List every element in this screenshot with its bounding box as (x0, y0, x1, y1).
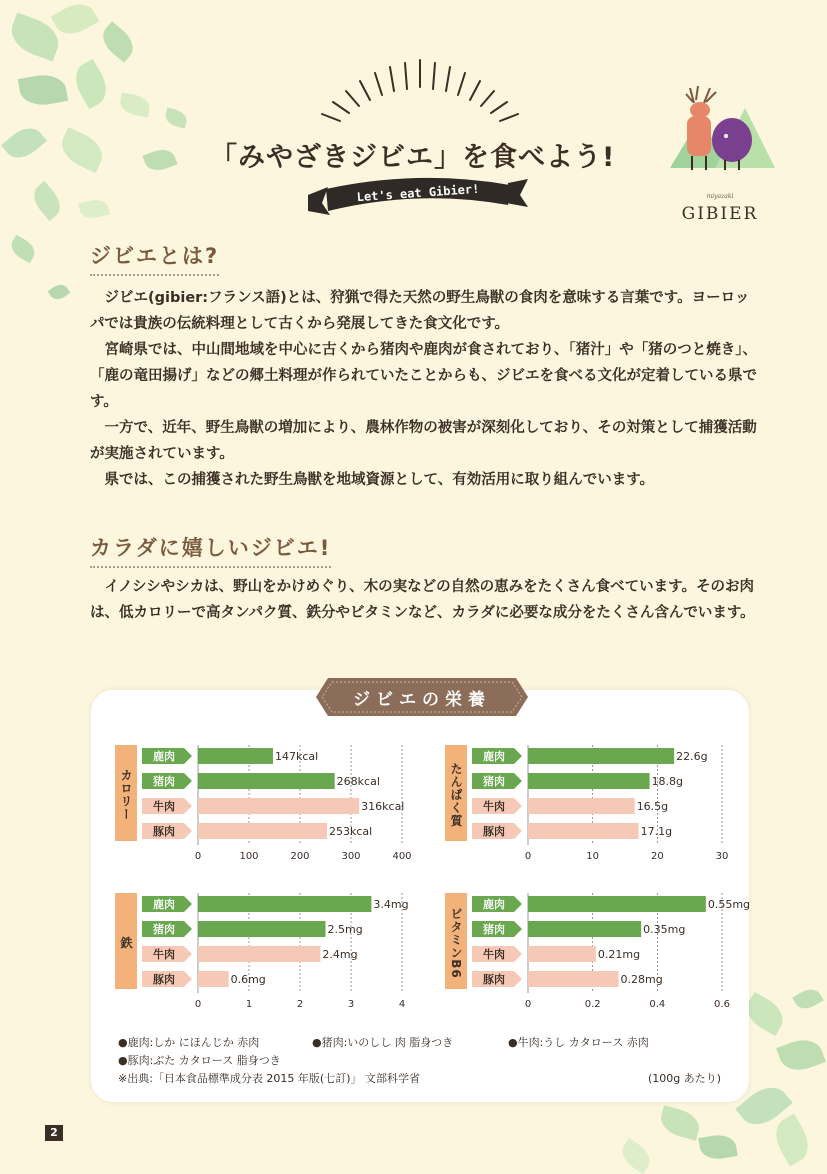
bar (198, 896, 371, 912)
category-label: 牛肉 (153, 800, 175, 813)
section-body-what-is-gibier (90, 285, 760, 493)
data-label: 0.55mg (707, 898, 751, 911)
bar (198, 773, 335, 789)
category-label: 鹿肉 (153, 750, 175, 763)
data-label: 147kcal (274, 750, 319, 763)
bar (528, 971, 619, 987)
bar (198, 946, 320, 962)
paragraph: ジビエ(gibier:フランス語)とは、狩猟で得た天然の野生鳥獣の食肉を意味する言葉です。ヨーロッパでは貴族の伝統料理として古くから発展してきた食文化です。 (90, 290, 750, 332)
tick-label: 0 (194, 999, 202, 1010)
data-label: 316kcal (361, 800, 405, 813)
legend-boar: ●猪肉:いのしし 肉 脂身つき (312, 1036, 454, 1049)
bar (198, 798, 359, 814)
tick-label: 4 (398, 999, 406, 1010)
category-label: 鹿肉 (483, 750, 505, 763)
bar (198, 971, 229, 987)
data-label: 268kcal (336, 775, 380, 788)
tick-label: 0 (524, 999, 532, 1010)
tick-label: 0.6 (714, 999, 730, 1010)
chart-vitamin-b6 (440, 888, 751, 1013)
metric-label: たんぱく質 (449, 762, 463, 828)
chart-calories (110, 740, 420, 865)
category-label: 猪肉 (153, 923, 175, 936)
paragraph: 一方で、近年、野生鳥獣の増加により、農林作物の被害が深刻化しており、その対策として捕獲活動が実施されています。 (90, 420, 757, 462)
paragraph: 宮崎県では、中山間地域を中心に古くから猪肉や鹿肉が食されており、「猪汁」や「猪のつと焼き」、「鹿の竜田揚げ」などの郷土料理が作られていたことからも、ジビエを食べる文化が定着している県です。 (90, 342, 757, 410)
category-label: 豚肉 (483, 825, 505, 838)
tick-label: 1 (245, 999, 253, 1010)
unit-note: (100g あたり) (648, 1072, 722, 1085)
bar (528, 748, 674, 764)
paragraph: イノシシやシカは、野山をかけめぐり、木の実などの自然の恵みをたくさん食べています。そのお肉は、低カロリーで高タンパク質、鉄分やビタミンなど、カラダに必要な成分をたくさん含んでいます。 (90, 579, 755, 621)
tick-label: 300 (341, 851, 361, 862)
data-label: 2.5mg (327, 923, 363, 936)
category-label: 豚肉 (153, 825, 175, 838)
tick-label: 100 (239, 851, 259, 862)
gibier-logo (660, 78, 780, 228)
data-label: 22.6g (676, 750, 708, 763)
data-label: 0.35mg (643, 923, 686, 936)
tick-label: 0 (524, 851, 532, 862)
data-label: 0.21mg (597, 948, 641, 961)
section-heading-healthy-gibier: カラダに嬉しいジビエ! (90, 532, 331, 568)
panel-title: ジビエの栄養 (353, 690, 491, 710)
chart-iron (110, 888, 420, 1013)
category-label: 牛肉 (483, 800, 505, 813)
category-label: 鹿肉 (483, 898, 505, 911)
tick-label: 20 (650, 851, 664, 862)
paragraph: 県では、この捕獲された野生鳥獣を地域資源として、有効活用に取り組んでいます。 (104, 472, 655, 488)
data-label: 16.5g (636, 800, 669, 813)
logo-name: GIBIER (681, 204, 759, 224)
data-label: 17.1g (640, 825, 673, 838)
category-label: 牛肉 (153, 948, 175, 961)
sunburst-rays (200, 55, 640, 135)
tick-label: 30 (715, 851, 729, 862)
bar (528, 798, 635, 814)
legend-venison: ●鹿肉:しか にほんじか 赤肉 (118, 1036, 260, 1049)
source-note: ※出典:「日本食品標準成分表 2015 年版(七訂)」 文部科学省 (118, 1072, 420, 1085)
category-label: 牛肉 (483, 948, 505, 961)
bar (528, 823, 639, 839)
data-label: 18.8g (651, 775, 684, 788)
category-label: 猪肉 (483, 923, 505, 936)
bar (198, 748, 273, 764)
tick-label: 0 (194, 851, 202, 862)
bar (528, 773, 650, 789)
data-label: 0.6mg (230, 973, 266, 986)
tick-label: 400 (392, 851, 412, 862)
data-label: 3.4mg (373, 898, 409, 911)
chart-protein (440, 740, 740, 865)
tick-label: 0.2 (584, 999, 601, 1010)
metric-label: カロリー (119, 769, 133, 821)
category-label: 鹿肉 (153, 898, 175, 911)
category-label: 猪肉 (153, 775, 175, 788)
bar (198, 823, 327, 839)
tick-label: 10 (586, 851, 600, 862)
page-title: 「みやざきジビエ」を食べよう! (210, 142, 616, 173)
bar (198, 921, 326, 937)
logo-subtext: miyazaki (706, 193, 734, 200)
deer-boar-illustration (660, 78, 780, 193)
legend-beef: ●牛肉:うし カタロース 赤肉 (508, 1036, 649, 1049)
legend-pork: ●豚肉:ぶた カタロース 脂身つき (118, 1054, 281, 1067)
panel-title-text-wrap (316, 678, 528, 716)
category-label: 豚肉 (483, 973, 505, 986)
data-label: 2.4mg (322, 948, 358, 961)
tick-label: 0.4 (649, 999, 666, 1010)
data-label: 0.28mg (620, 973, 663, 986)
metric-label: ビタミンB6 (449, 907, 463, 979)
ribbon-text: Let's eat Gibier! (356, 181, 480, 205)
data-label: 253kcal (329, 825, 373, 838)
bar (528, 896, 706, 912)
bar (528, 946, 596, 962)
tick-label: 2 (296, 999, 304, 1010)
page-number: 2 (45, 1125, 63, 1141)
section-body-healthy-gibier (90, 574, 760, 626)
category-label: 豚肉 (153, 973, 175, 986)
bar (528, 921, 641, 937)
category-label: 猪肉 (483, 775, 505, 788)
tick-label: 3 (347, 999, 355, 1010)
section-heading-what-is-gibier: ジビエとは? (90, 240, 219, 276)
tick-label: 200 (290, 851, 310, 862)
metric-label: 鉄 (119, 936, 133, 950)
